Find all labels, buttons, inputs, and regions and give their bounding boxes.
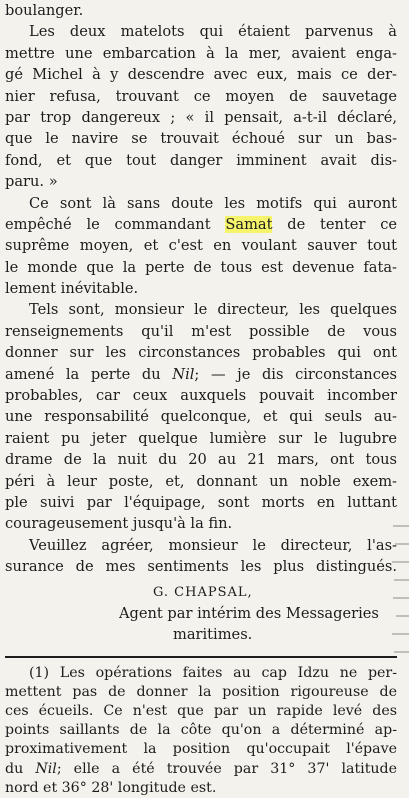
ship-name: Nil xyxy=(172,365,195,383)
bleed-through-texture xyxy=(391,520,409,670)
text-fragment: empêché le commandant xyxy=(5,215,211,233)
footnote-line: mettent pas de donner la position rigoureuse de xyxy=(5,683,397,700)
section-divider xyxy=(5,656,397,658)
text-line: Ce sont là sans doute les motifs qui auront xyxy=(29,194,397,212)
text-fragment: amené la perte du xyxy=(5,365,161,383)
text-fragment: du xyxy=(5,760,24,777)
text-line: boulanger. xyxy=(5,2,84,19)
footnote-line: nord et 36° 28' longitude est. xyxy=(5,779,217,796)
text-line: péri à leur poste, et, donnant un noble exem- xyxy=(5,472,397,490)
text-line: fond, et que tout danger imminent avait dis- xyxy=(5,151,397,169)
text-line: mettre une embarcation à la mer, avaient enga- xyxy=(5,44,397,62)
highlighted-name: Samat xyxy=(225,215,273,233)
footnote-line: proximativement la position qu'occupait l'épave xyxy=(5,741,397,758)
text-line: probables, car ceux auxquels pouvait incomber xyxy=(5,387,397,405)
text-line: que le navire se trouvait échoué sur un bas- xyxy=(5,130,397,148)
text-line: lement inévitable. xyxy=(5,280,139,298)
text-line: Les deux matelots qui étaient parvenus à xyxy=(29,23,397,41)
text-line: paru. » xyxy=(5,173,58,191)
signature-role: Agent par intérim des Messageries xyxy=(119,604,379,622)
text-line: donner sur les circonstances probables qui ont xyxy=(5,344,397,362)
text-line: gé Michel à y descendre avec eux, mais ce der- xyxy=(5,66,397,84)
text-line: surance de mes sentiments les plus distingués. xyxy=(5,558,397,576)
text-line: Veuillez agréer, monsieur le directeur, l'as- xyxy=(29,536,397,554)
text-line: raient pu jeter quelque lumière sur le lugubre xyxy=(5,429,397,447)
article-column xyxy=(5,0,397,798)
bleed-through-lines xyxy=(391,520,409,670)
text-line: nier refusa, trouvant ce moyen de sauvetage xyxy=(5,87,397,105)
text-line: une responsabilité quelconque, et qui seuls au- xyxy=(5,408,397,426)
text-line: Tels sont, monsieur le directeur, les quelques xyxy=(29,301,397,319)
text-line: ple suivi par l'équipage, sont morts en luttant xyxy=(5,493,397,511)
text-line xyxy=(5,364,397,385)
footnote-line: points saillants de la côte qu'on a déterminé ap- xyxy=(5,722,397,739)
text-line: renseignements qu'il m'est possible de vous xyxy=(5,322,397,340)
text-line xyxy=(5,214,397,235)
ship-name: Nil xyxy=(35,760,57,777)
footnote-line xyxy=(5,760,397,779)
text-fragment: de tenter ce xyxy=(287,215,398,233)
text-line: le monde que la perte de tous est devenue fata- xyxy=(5,258,397,276)
footnote-line: ces écueils. Ce n'est que par un rapide levé des xyxy=(5,703,397,720)
text-line: suprême moyen, et c'est en voulant sauver tout xyxy=(5,237,397,255)
text-line: drame de la nuit du 20 au 21 mars, ont tous xyxy=(5,451,397,469)
text-line: courageusement jusqu'à la fin. xyxy=(5,515,233,533)
footnote-line: (1) Les opérations faites au cap Idzu ne per- xyxy=(29,664,397,681)
signature-role: maritimes. xyxy=(173,626,253,644)
text-fragment: ; elle a été trouvée par 31° 37' latitude xyxy=(56,760,398,777)
text-fragment: ; — je dis circonstances xyxy=(194,365,398,383)
signature-name: G. CHAPSAL, xyxy=(153,584,253,600)
text-line: par trop dangereux ; « il pensait, a-t-il déclaré, xyxy=(5,108,397,126)
